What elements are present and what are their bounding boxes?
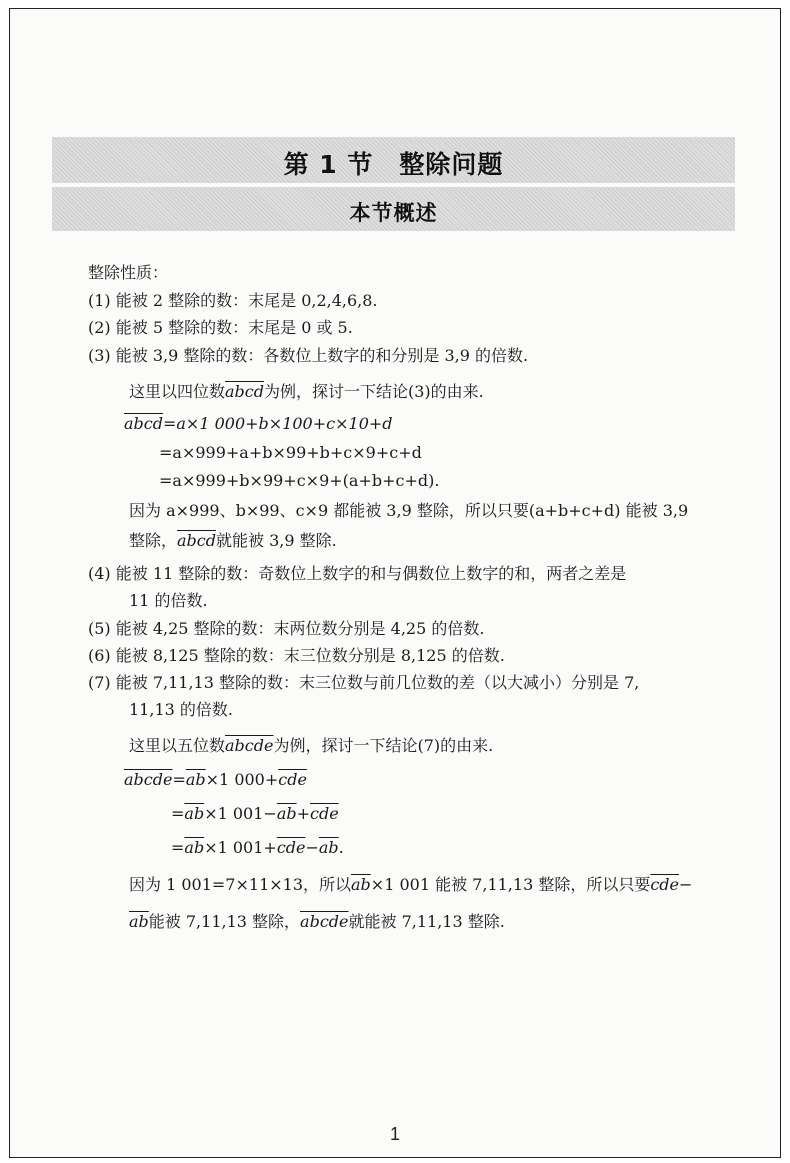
example-2-intro: 这里以五位数abcde为例，探讨一下结论(7)的由来. bbox=[129, 736, 494, 755]
rule-6: (6) 能被 8,125 整除的数：末三位数分别是 8,125 的倍数. bbox=[88, 646, 505, 665]
section-title-band bbox=[52, 137, 735, 183]
example-1-conclusion-line-2: 整除，abcd就能被 3,9 整除. bbox=[129, 531, 337, 550]
rule-7-line-1: (7) 能被 7,11,13 整除的数：末三位数与前几位数的差（以大减小）分别是 7, bbox=[88, 673, 640, 692]
rule-7-line-2: 11,13 的倍数. bbox=[129, 700, 233, 719]
rule-4-line-2: 11 的倍数. bbox=[129, 591, 208, 610]
page-number: 1 bbox=[389, 1124, 400, 1144]
rule-1: (1) 能被 2 整除的数：末尾是 0,2,4,6,8. bbox=[88, 291, 378, 310]
example-2-equation-2: $=\overline{ab}\times 1$ $001-\overline{ab}+\overline{cde}$ bbox=[171, 804, 339, 823]
example-1-equation-1: abcd=a×1 000+b×100+c×10+d bbox=[124, 414, 393, 433]
example-2-equation-3: $=\overline{ab}\times 1$ $001+\overline{cde}-\overline{ab}$. bbox=[171, 838, 344, 857]
rule-3: (3) 能被 3,9 整除的数：各数位上数字的和分别是 3,9 的倍数. bbox=[88, 346, 529, 365]
rule-5: (5) 能被 4,25 整除的数：末两位数分别是 4,25 的倍数. bbox=[88, 619, 485, 638]
book-page bbox=[9, 8, 781, 1158]
example-2-equation-1: $abcde=\overline{ab}\times 1$ $000+\overline{cde}$ bbox=[124, 770, 307, 789]
section-title: 第 1 节 整除问题 bbox=[283, 150, 504, 179]
rule-2: (2) 能被 5 整除的数：末尾是 0 或 5. bbox=[88, 318, 353, 337]
section-subtitle: 本节概述 bbox=[349, 201, 438, 225]
example-2-conclusion-line-1: 因为 1 001=7×11×13，所以$\overline{ab}\times 1$ 001 能被 7,11,13 整除，所以只要$\overline{cde}-$ bbox=[129, 875, 693, 894]
example-1-conclusion-line-1: 因为 a×999、b×99、c×9 都能被 3,9 整除，所以只要(a+b+c+d) 能被 3,9 bbox=[129, 501, 689, 520]
section-subtitle-band bbox=[52, 187, 735, 231]
example-1-intro: 这里以四位数abcd为例，探讨一下结论(3)的由来. bbox=[129, 382, 484, 401]
intro-text: 整除性质： bbox=[88, 263, 169, 282]
example-2-conclusion-line-2: $\overline{ab}$能被 7,11,13 整除，abcde就能被 7,11,13 整除. bbox=[129, 912, 505, 931]
example-1-equation-3: =a×999+b×99+c×9+(a+b+c+d). bbox=[159, 471, 440, 490]
example-1-equation-2: =a×999+a+b×99+b+c×9+c+d bbox=[159, 443, 422, 462]
rule-4-line-1: (4) 能被 11 整除的数：奇数位上数字的和与偶数位上数字的和，两者之差是 bbox=[88, 564, 627, 583]
